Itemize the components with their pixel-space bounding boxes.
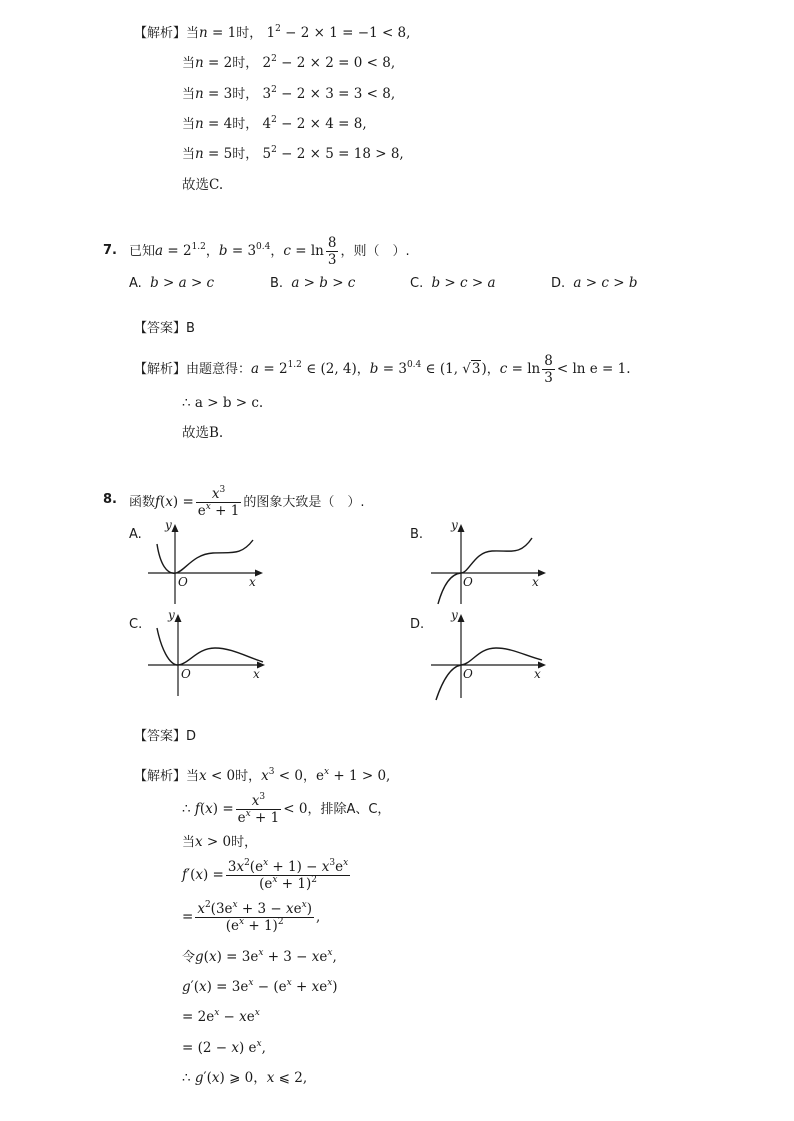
question-number: 7. [103, 243, 117, 258]
q8-analysis-line-10: ∴ g′(x) ⩾ 0，x ⩽ 2, [182, 1070, 308, 1086]
q8-analysis-line-8: = $2e^x - xe^x$ [182, 1008, 260, 1025]
analysis-tag: 【解析】 [134, 26, 187, 41]
origin-label: O [178, 575, 188, 589]
q8-analysis-line-3: 当x > 0时， [182, 834, 258, 850]
q6-analysis-line-3: 当n = 3时， $3^2 - 2 \times 3 = 3 < 8$, [182, 85, 396, 102]
analysis-tag: 【解析】 [134, 362, 187, 377]
q6-conclusion: 故选C. [182, 177, 224, 193]
q8-analysis-line-9: = (2 − x) $e^x$, [182, 1039, 266, 1056]
origin-label: O [181, 667, 191, 681]
q8-option-a-label[interactable]: A. [129, 527, 142, 542]
x-axis-label: x [534, 667, 541, 681]
q8-analysis-line-4: f′(x) = $\frac{3x^2(e^x + 1) - x^3e^x}{(e^x + 1)^2}$ [182, 858, 349, 892]
q6-analysis-line-5: 当n = 5时， $5^2 - 2 \times 5 = 18 > 8$, [182, 145, 404, 162]
q8-option-c-label[interactable]: C. [129, 617, 143, 632]
q8-analysis-line-7: $g'(x) = 3e^x - (e^x + xe^x)$ [182, 978, 338, 995]
x-axis-arrow-icon [255, 570, 263, 577]
q6-analysis-line-1: 【解析】当n = 1时， $1^2 - 2 \times 1 = -1 < 8$, [134, 24, 411, 41]
x-axis-label: x [253, 667, 260, 681]
y-axis-label: y [165, 518, 172, 532]
q7-analysis-line-1: 【解析】由题意得：$a = 2^{1.2}$ ∈ (2, 4)，$b = 3^{0.4}$ ∈ (1, √3)，c = ln $\frac{8}{3}$ < ln e = 1. [134, 353, 631, 386]
x-axis-label: x [532, 575, 539, 589]
y-axis-arrow-icon [175, 614, 182, 622]
q8-graph-d[interactable] [428, 606, 553, 702]
q7-stem: 已知$a = 2^{1.2}$，$b = 3^{0.4}$，c = ln $\frac{8}{3}$ ，则（ ）. [129, 235, 410, 268]
y-axis-arrow-icon [458, 614, 465, 622]
q7-analysis-line-2: ∴ a > b > c. [182, 395, 264, 411]
x-axis-arrow-icon [538, 570, 546, 577]
function-curve [157, 628, 263, 665]
answer-tag: 【答案】 [134, 321, 187, 336]
q6-analysis-line-2: 当n = 2时， $2^2 - 2 \times 2 = 0 < 8$, [182, 54, 396, 71]
origin-label: O [463, 667, 473, 681]
q8-option-b-label[interactable]: B. [410, 527, 424, 542]
answer-tag: 【答案】 [134, 729, 187, 744]
y-axis-label: y [168, 608, 175, 622]
function-curve [157, 540, 253, 573]
y-axis-arrow-icon [172, 524, 179, 532]
q8-graph-c[interactable] [145, 606, 273, 698]
function-curve [438, 538, 532, 604]
function-curve [436, 648, 542, 700]
q8-answer: 【答案】D [134, 729, 197, 744]
q8-analysis-line-1: 【解析】当x < 0时，$x^3 < 0$，$e^x + 1 > 0$, [134, 767, 391, 784]
q7-conclusion: 故选B. [182, 425, 224, 441]
y-axis-arrow-icon [458, 524, 465, 532]
q8-stem: 函数f(x) = $\frac{x^3}{e^x + 1}$ 的图象大致是（ ）. [129, 485, 365, 519]
question-number: 8. [103, 492, 117, 507]
q8-graph-a[interactable] [145, 516, 270, 608]
analysis-tag: 【解析】 [134, 769, 187, 784]
q7-option-b[interactable]: B. a > b > c [270, 275, 356, 291]
q8-analysis-line-6: 令$g(x) = 3e^x + 3 - xe^x$, [182, 948, 337, 965]
q8-analysis-line-5: = $\frac{x^2(3e^x + 3 - xe^x)}{(e^x + 1)^2}$ , [182, 900, 321, 934]
q7-answer: 【答案】B [134, 321, 195, 336]
y-axis-label: y [451, 518, 458, 532]
x-axis-label: x [249, 575, 256, 589]
q7-option-a[interactable]: A. b > a > c [129, 275, 215, 291]
q7-option-c[interactable]: C. b > c > a [410, 275, 496, 291]
result: = −1 < 8 [342, 25, 407, 41]
q6-analysis-line-4: 当n = 4时， $4^2 - 2 \times 4 = 8$, [182, 115, 367, 132]
q8-analysis-line-2: ∴ f(x) = $\frac{x^3}{e^x + 1}$ < 0，排除A、C， [182, 792, 391, 826]
q8-graph-b[interactable] [428, 516, 553, 608]
origin-label: O [463, 575, 473, 589]
q8-option-d-label[interactable]: D. [410, 617, 425, 632]
y-axis-label: y [451, 608, 458, 622]
q7-option-d[interactable]: D. a > c > b [551, 275, 638, 291]
